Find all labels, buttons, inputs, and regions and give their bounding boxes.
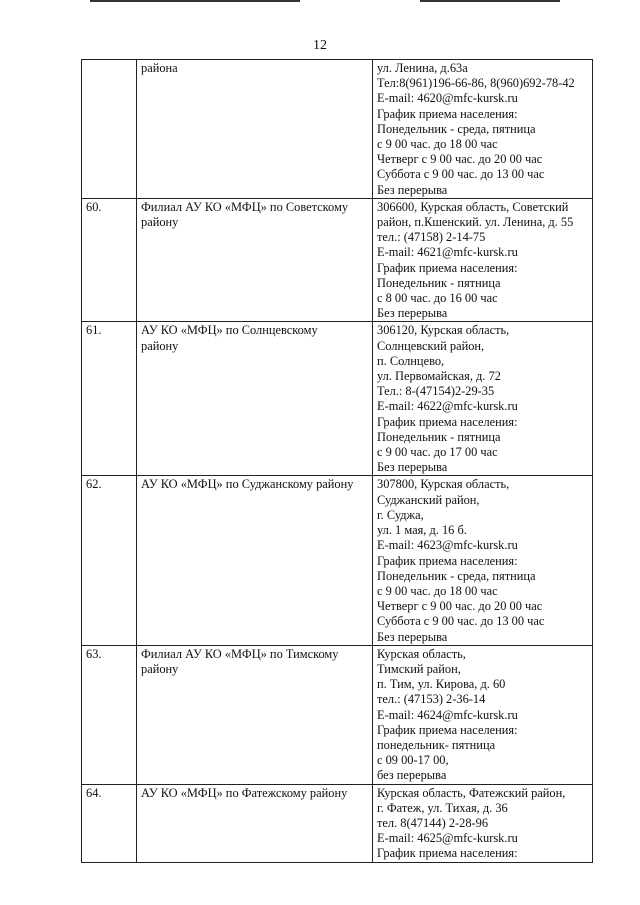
office-detail-line: Тел.: 8-(47154)2-29-35 [377,384,495,399]
table-row [82,645,593,784]
office-detail-line: Суббота с 9 00 час. до 13 00 час [377,614,545,629]
office-detail-line: без перерыва [377,768,447,783]
office-name-line: району [141,661,179,676]
row-number-cell [82,198,137,322]
office-name-line: района [141,61,178,75]
office-name-line: Филиал АУ КО «МФЦ» по Советскому [141,199,349,214]
row-number: 60. [86,199,102,214]
office-detail-line: Суббота с 9 00 час. до 13 00 час [377,167,545,182]
office-detail-line: E-mail: 4623@mfc-kursk.ru [377,538,518,553]
office-detail-line: понедельник- пятница [377,737,496,752]
office-detail-line: с 9 00 час. до 18 00 час [377,137,498,152]
office-detail-line: район, п.Кшенский. ул. Ленина, д. 55 [377,215,574,230]
office-detail-line: с 9 00 час. до 18 00 час [377,583,498,598]
office-detail-line: Понедельник - пятница [377,275,501,290]
row-number-cell [82,60,137,199]
row-number-cell [82,645,137,784]
office-detail-line: Понедельник - среда, пятница [377,568,536,583]
office-detail-line: 306120, Курская область, [377,323,510,338]
office-name-line: Филиал АУ КО «МФЦ» по Тимскому [141,646,339,661]
office-detail-line: п. Тим, ул. Кирова, д. 60 [377,677,506,692]
office-detail-line: с 8 00 час. до 16 00 час [377,291,498,306]
office-details-cell [373,476,593,645]
row-number-cell [82,784,137,862]
office-detail-line: ул. Первомайская, д. 72 [377,369,501,384]
row-number: 63. [86,646,102,661]
office-detail-line: с 9 00 час. до 17 00 час [377,445,498,460]
office-name-line: АУ КО «МФЦ» по Фатежскому району [141,785,348,800]
office-detail-line: График приема населения: [377,106,518,121]
office-detail-line: Понедельник - пятница [377,429,501,444]
office-detail-line: График приема населения: [377,553,518,568]
row-number-cell [82,476,137,645]
office-detail-line: Без перерыва [377,306,448,321]
office-detail-line: Курская область, Фатежский район, [377,785,566,800]
row-number-cell [82,322,137,476]
office-detail-line: г. Фатеж, ул. Тихая, д. 36 [377,800,508,815]
office-name-cell [137,476,373,645]
office-details-cell [373,60,593,199]
office-detail-line: E-mail: 4624@mfc-kursk.ru [377,707,518,722]
office-detail-line: E-mail: 4625@mfc-kursk.ru [377,831,518,846]
row-number: 61. [86,323,102,338]
office-detail-line: г. Суджа, [377,507,424,522]
office-detail-line: с 09 00-17 00, [377,753,449,768]
office-detail-line: График приема населения: [377,414,518,429]
table-row [82,784,593,862]
office-details-cell [373,645,593,784]
office-detail-line: Тел:8(961)196-66-86, 8(960)692-78-42 [377,76,575,91]
top-rule-left [90,0,300,2]
office-detail-line: Суджанский район, [377,492,480,507]
office-details-cell [373,322,593,476]
table-row [82,476,593,645]
office-details-cell [373,784,593,862]
office-detail-line: 307800, Курская область, [377,477,510,492]
office-name-cell [137,198,373,322]
office-detail-line: График приема населения: [377,260,518,275]
office-detail-line: тел.: (47158) 2-14-75 [377,230,486,245]
office-detail-line: ул. 1 мая, д. 16 б. [377,523,467,538]
office-name-line: району [141,338,179,353]
office-detail-line: E-mail: 4620@mfc-kursk.ru [377,91,518,106]
office-detail-line: Тимский район, [377,661,461,676]
office-detail-line: Четверг с 9 00 час. до 20 00 час [377,152,543,167]
page-number: 12 [313,38,327,53]
office-detail-line: Солнцевский район, [377,338,485,353]
office-name-cell [137,784,373,862]
office-detail-line: Понедельник - среда, пятница [377,121,536,136]
office-detail-line: График приема населения: [377,722,518,737]
office-detail-line: E-mail: 4622@mfc-kursk.ru [377,399,518,414]
office-detail-line: тел. 8(47144) 2-28-96 [377,815,489,830]
top-rule-right [420,0,560,2]
office-name-cell [137,645,373,784]
office-detail-line: Курская область, [377,646,466,661]
office-detail-line: п. Солнцево, [377,353,445,368]
office-detail-line: тел.: (47153) 2-36-14 [377,692,486,707]
office-name-cell [137,60,373,199]
office-name-line: АУ КО «МФЦ» по Суджанскому району [141,477,354,492]
office-name-line: району [141,215,179,230]
office-name-cell [137,322,373,476]
table-row [82,322,593,476]
office-detail-line: 306600, Курская область, Советский [377,199,569,214]
office-name-line: АУ КО «МФЦ» по Солнцевскому [141,323,318,338]
office-detail-line: E-mail: 4621@mfc-kursk.ru [377,245,518,260]
table-row [82,198,593,322]
mfc-offices-table [81,59,593,863]
row-number: 64. [86,785,102,800]
table-row [82,60,593,199]
office-detail-line: Четверг с 9 00 час. до 20 00 час [377,599,543,614]
office-detail-line: Без перерыва [377,460,448,475]
office-details-cell [373,198,593,322]
office-detail-line: График приема населения: [377,846,518,861]
row-number: 62. [86,477,102,492]
office-detail-line: ул. Ленина, д.63а [377,61,468,75]
office-detail-line: Без перерыва [377,629,448,644]
office-detail-line: Без перерыва [377,182,448,197]
